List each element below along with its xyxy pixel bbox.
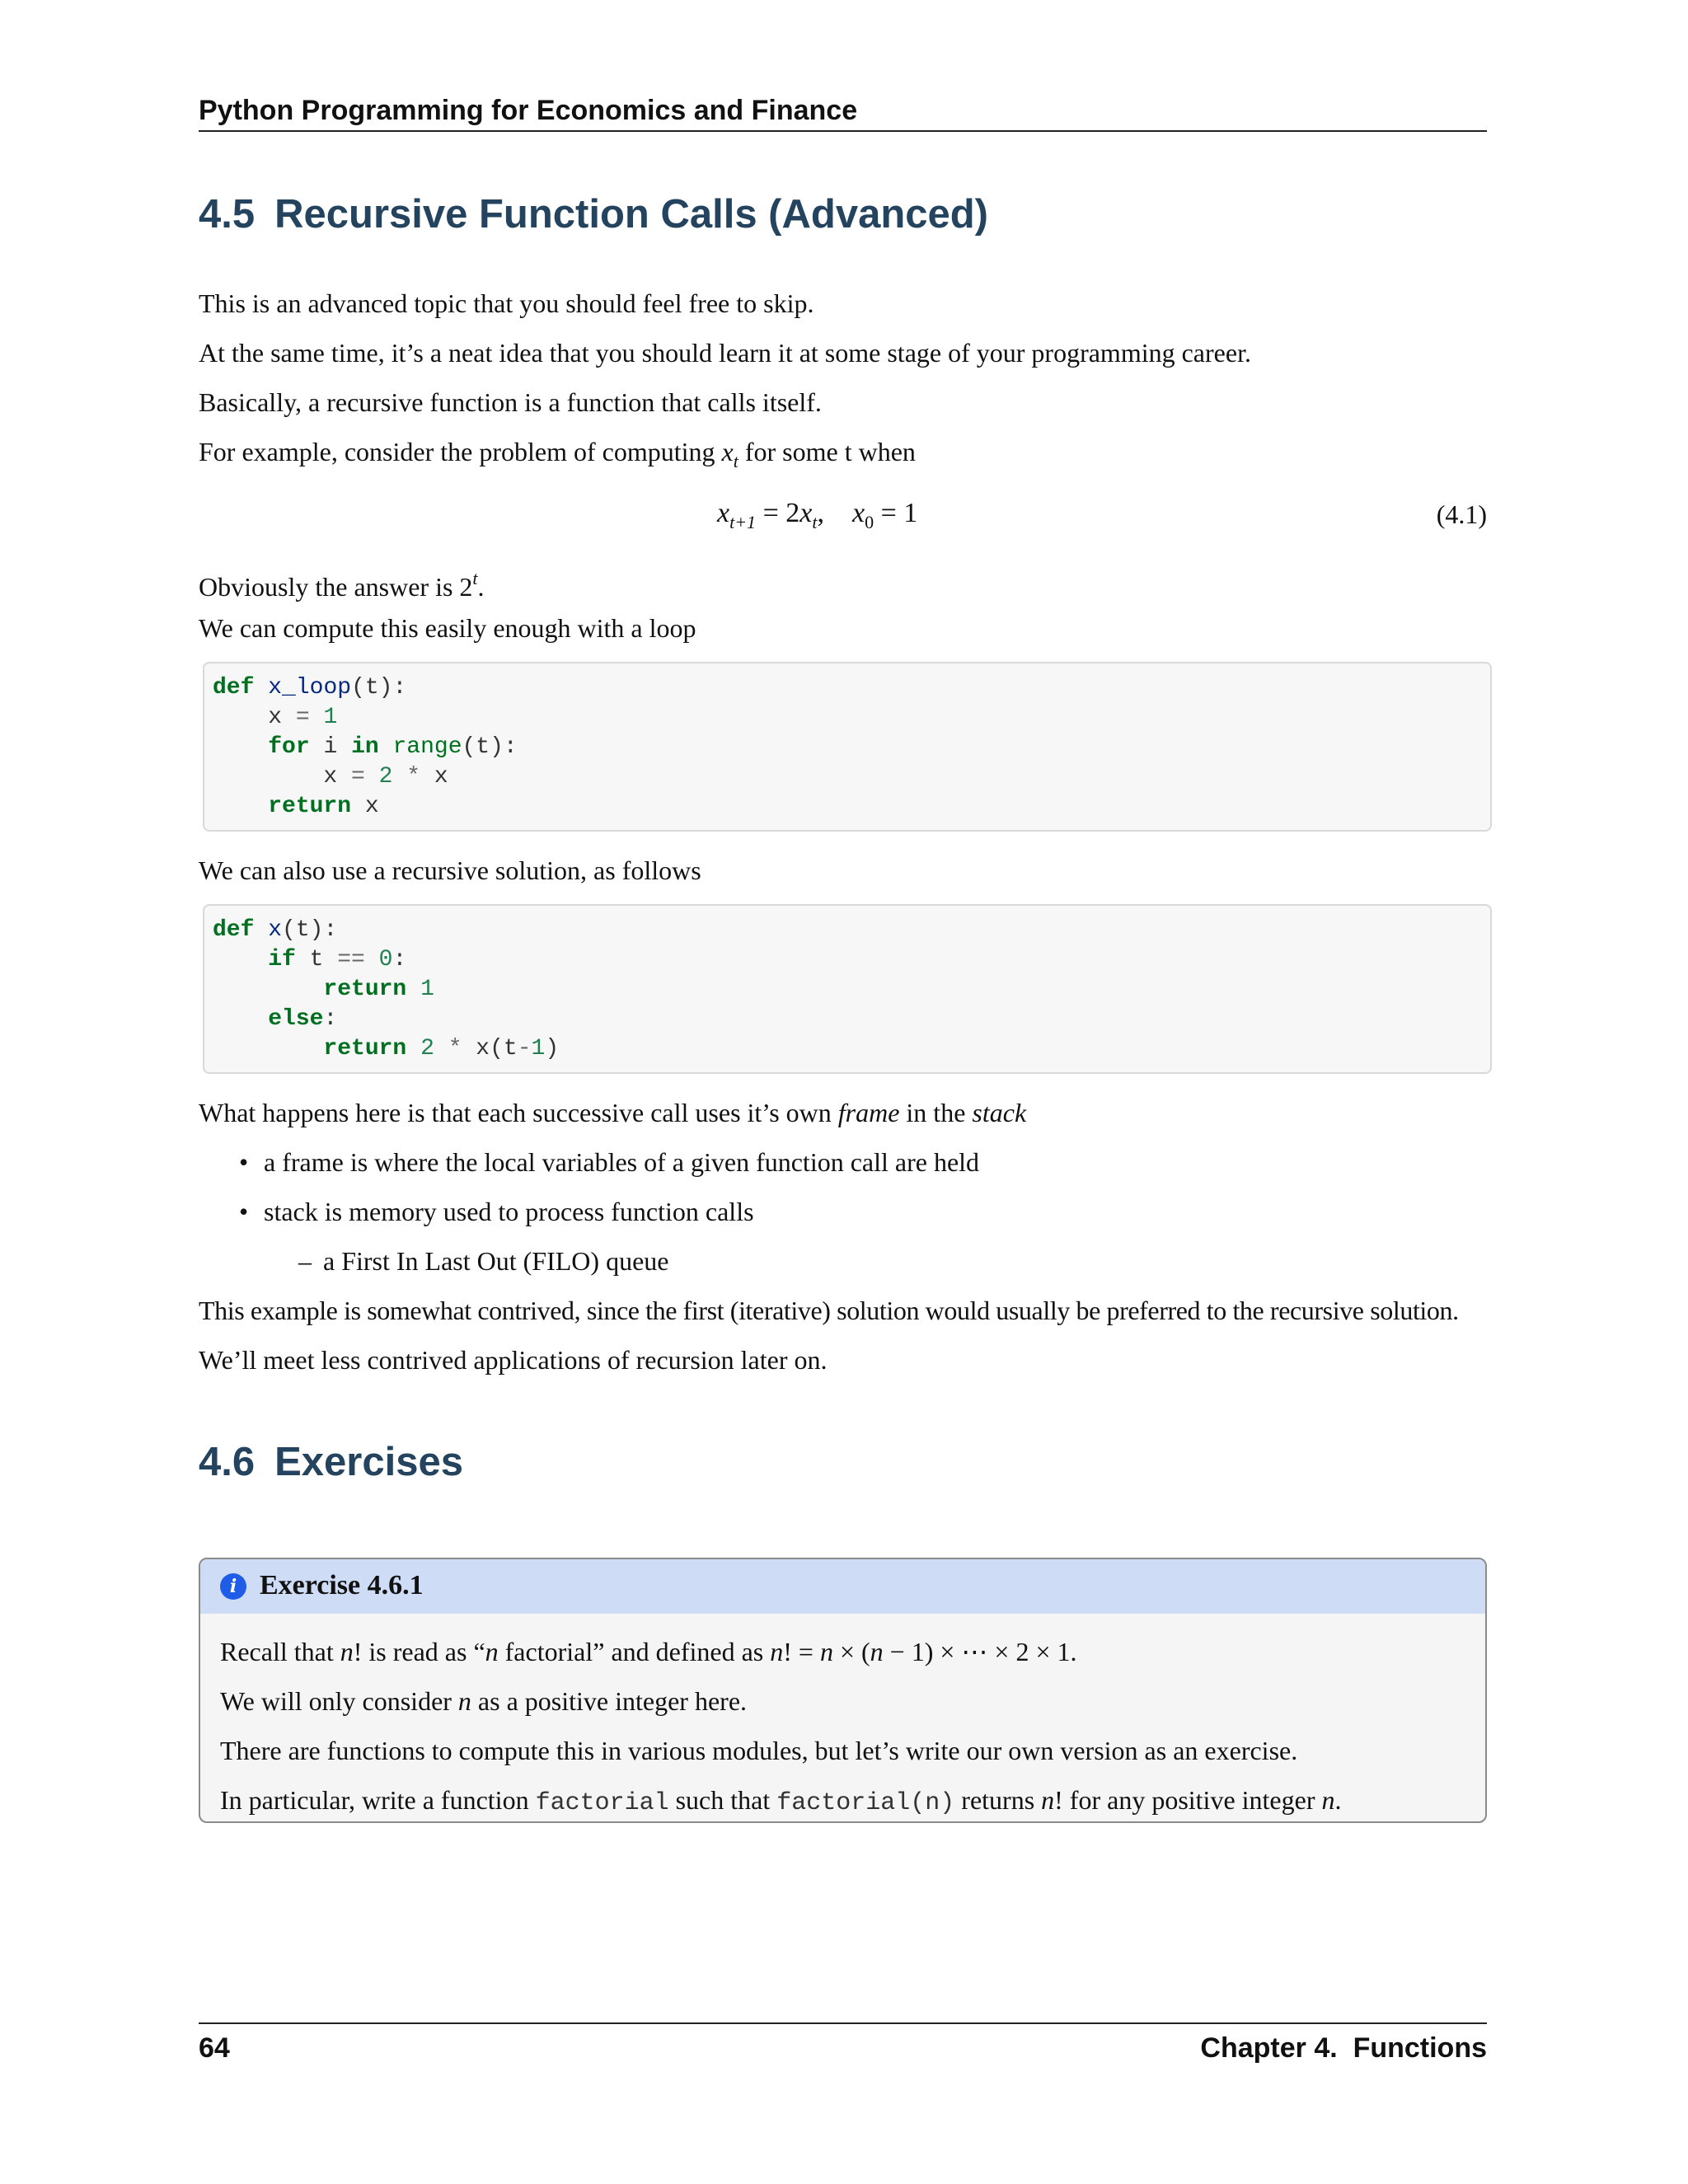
emphasis: frame — [837, 1098, 900, 1127]
emphasis: stack — [972, 1098, 1027, 1127]
paragraph: Basically, a recursive function is a function that calls itself. — [199, 387, 822, 417]
paragraph — [199, 435, 916, 478]
book-title: Python Programming for Economics and Finance — [199, 95, 858, 126]
section-title-4-5 — [199, 191, 988, 237]
exercise-text: There are functions to compute this in various modules, but let’s write our own version as an exercise. — [220, 1736, 1298, 1765]
section-number: 4.6 — [199, 1440, 256, 1484]
exercise-admonition — [199, 1558, 1487, 1823]
exercise-title: Exercise 4.6.1 — [260, 1570, 424, 1601]
list-item-text: stack is memory used to process function calls — [264, 1197, 754, 1226]
paragraph: This example is somewhat contrived, since the first (iterative) solution would usually be preferred to the recursive solution. — [199, 1296, 1459, 1325]
code-line: for i in range(t): — [268, 734, 518, 760]
text: returns — [954, 1785, 1042, 1815]
text: factorial” and defined as — [498, 1637, 771, 1666]
math-var — [721, 437, 738, 471]
text: In particular, write a function — [220, 1785, 536, 1815]
text: We will only consider — [220, 1686, 458, 1716]
inline-code: factorial — [535, 1789, 669, 1817]
text: in the — [899, 1098, 973, 1127]
math-x: x — [721, 437, 734, 466]
code-line: x = 2 * x — [213, 764, 448, 790]
equation-number: (4.1) — [1436, 499, 1487, 529]
text: such that — [668, 1785, 777, 1815]
text: . — [1334, 1785, 1342, 1815]
exercise-text: Recall that n! is read as “n factorial” and defined as n! = n × (n − 1) × ⋯ × 2 × 1. — [220, 1637, 1077, 1666]
inline-code: factorial(n) — [776, 1789, 955, 1817]
code-block-recursive[interactable] — [203, 904, 1492, 1074]
math-superscript: t — [472, 568, 478, 588]
paragraph: This is an advanced topic that you should feel free to skip. — [199, 288, 814, 318]
code-block-loop[interactable] — [203, 662, 1492, 832]
paragraph — [199, 1096, 1026, 1129]
text: Recall that — [220, 1637, 340, 1666]
text: What happens here is that each successive call uses it’s own — [199, 1098, 838, 1127]
math-subscript: t — [733, 451, 738, 471]
paragraph: At the same time, it’s a neat idea that you should learn it at some stage of your programming career. — [199, 338, 1251, 368]
exercise-text: We will only consider n as a positive integer here. — [220, 1686, 748, 1716]
paragraph — [199, 562, 485, 603]
paragraph: We’ll meet less contrived applications of recursion later on. — [199, 1345, 828, 1375]
text: ! for any positive integer — [1054, 1785, 1322, 1815]
list-item: • a frame is where the local variables of a given function call are held — [239, 1147, 980, 1177]
exercise-text: In particular, write a function factorial such that factorial(n) returns n! for any positive integer n. — [220, 1785, 1342, 1817]
paragraph: We can compute this easily enough with a loop — [199, 613, 696, 643]
section-title-4-6 — [199, 1439, 463, 1485]
section-heading: Exercises — [274, 1440, 463, 1484]
text: as a positive integer here. — [471, 1686, 748, 1716]
text: for some t when — [738, 437, 916, 466]
text: . — [477, 572, 485, 602]
code-line: def x_loop(t): — [213, 675, 407, 701]
section-number: 4.5 — [199, 192, 256, 237]
code-line: x = 1 — [213, 705, 338, 730]
chapter-label: Chapter 4. Functions — [1200, 2032, 1487, 2064]
equation: $x_{t+1} = 2x_t$, $x_0 = 1$ — [717, 498, 918, 532]
list-item: • stack is memory used to process function calls — [239, 1197, 754, 1226]
sub-list-item: – a First In Last Out (FILO) queue — [298, 1246, 669, 1276]
text: ! is read as “ — [353, 1637, 485, 1666]
paragraph: We can also use a recursive solution, as follows — [199, 855, 701, 885]
code-line: def x(t): — [213, 917, 338, 943]
exercise-header — [200, 1559, 1485, 1614]
text: Obviously the answer is 2 — [199, 572, 473, 602]
code-line: if t == 0: — [268, 947, 407, 972]
running-header — [199, 91, 1487, 132]
page-number: 64 — [199, 2032, 230, 2064]
info-icon: i — [220, 1573, 246, 1600]
footer-rule — [199, 2022, 1487, 2024]
list-item-text: a frame is where the local variables of a given function call are held — [264, 1147, 980, 1177]
code-line: return 2 * x(t-1) — [323, 1036, 560, 1062]
list-item-text: a First In Last Out (FILO) queue — [323, 1246, 669, 1276]
text: For example, consider the problem of computing — [199, 437, 722, 466]
code-line: return x — [268, 794, 379, 819]
code-line: return 1 — [323, 977, 434, 1002]
code-line: else: — [268, 1006, 338, 1032]
section-heading: Recursive Function Calls (Advanced) — [274, 192, 988, 237]
